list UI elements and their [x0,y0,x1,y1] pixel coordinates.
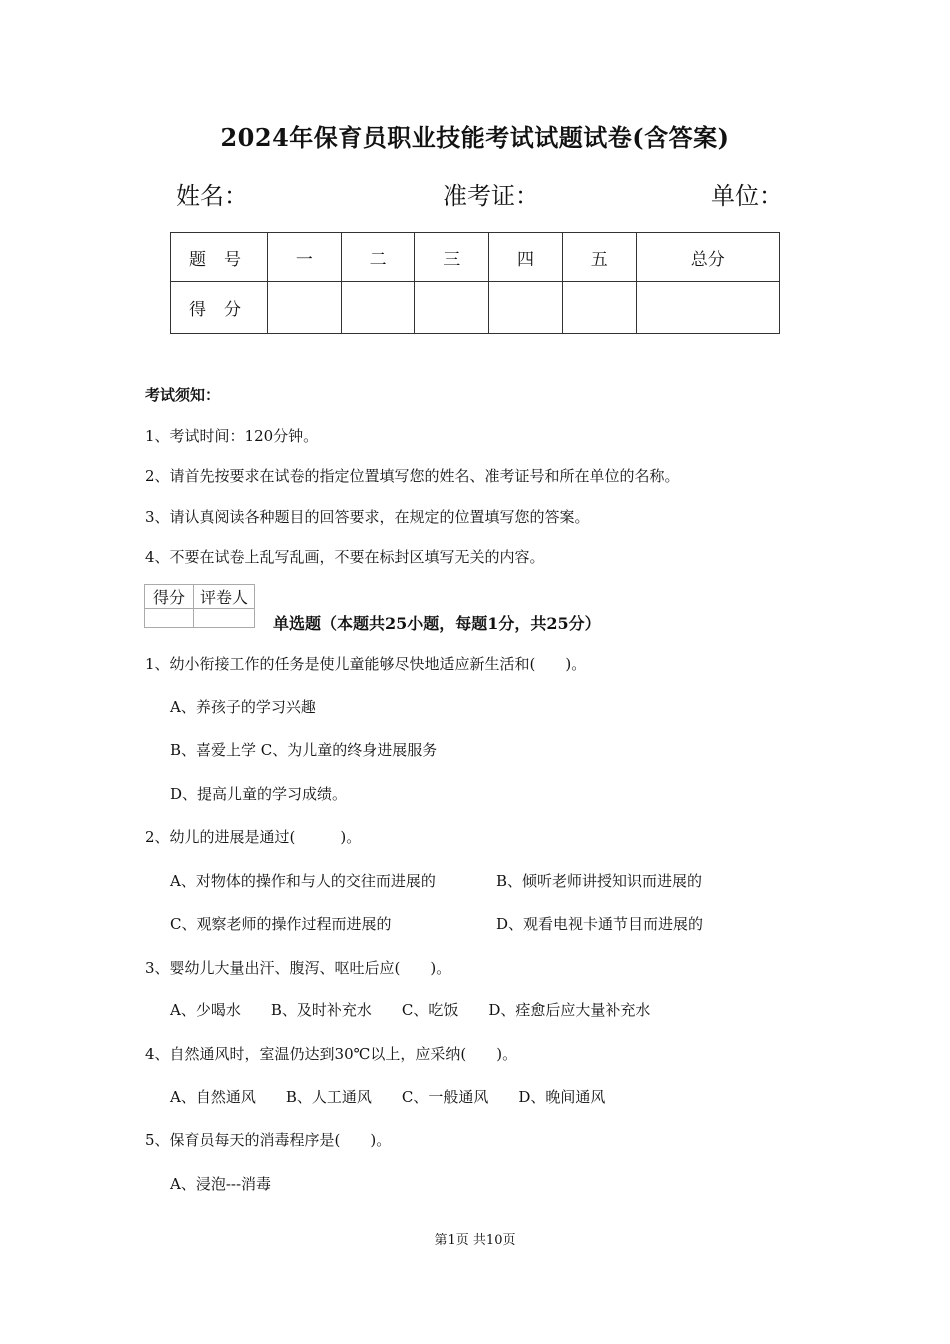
score-entry-cell[interactable] [341,282,415,334]
question-option: A、浸泡---消毒 [170,1175,272,1193]
page-number: 第1页 共10页 [434,1233,516,1248]
question-option: C、观察老师的操作过程而进展的 [170,915,392,933]
question-stem: 5、保育员每天的消毒程序是( )。 [145,1131,392,1149]
notice-item: 1、考试时间：120分钟。 [145,427,319,445]
question-option: A、养孩子的学习兴趣 [170,698,316,716]
section-heading: 单选题（本题共25小题，每题1分，共25分） [273,614,601,633]
question-option: B、倾听老师讲授知识而进展的 [496,872,703,890]
grader-score-cell[interactable] [145,609,194,628]
notice-heading: 考试须知： [145,386,221,404]
grader-name-cell[interactable] [194,609,255,628]
notice-item: 4、不要在试卷上乱写乱画，不要在标封区填写无关的内容。 [145,548,545,566]
notice-item: 2、请首先按要求在试卷的指定位置填写您的姓名、准考证号和所在单位的名称。 [145,467,680,485]
score-entry-cell[interactable] [415,282,489,334]
notice-item: 3、请认真阅读各种题目的回答要求，在规定的位置填写您的答案。 [145,508,590,526]
score-table [170,232,780,334]
score-table-cell: 三 [415,233,489,282]
score-table-header-row [171,233,780,282]
score-entry-cell[interactable] [268,282,342,334]
question-stem: 1、幼小衔接工作的任务是使儿童能够尽快地适应新生活和( )。 [145,655,587,673]
score-entry-cell[interactable] [562,282,636,334]
question-option: D、观看电视卡通节目而进展的 [496,915,704,933]
score-table-cell: 二 [341,233,415,282]
score-table-cell: 题号 [171,233,268,282]
question-stem: 4、自然通风时，室温仍达到30℃以上，应采纳( )。 [145,1045,518,1063]
question-option: B、喜爱上学 C、为儿童的终身进展服务 [170,741,438,759]
score-table-cell: 四 [489,233,563,282]
exam-number-label: 准考证： [443,182,539,210]
score-entry-cell[interactable] [489,282,563,334]
grader-name-label: 评卷人 [194,585,255,609]
score-table-cell: 五 [562,233,636,282]
unit-label: 单位： [711,182,783,210]
question-option: D、提高儿童的学习成绩。 [170,785,348,803]
grader-box [144,584,255,628]
score-table-cell: 得分 [171,282,268,334]
question-option: A、对物体的操作和与人的交往而进展的 [170,872,436,890]
question-options: A、自然通风 B、人工通风 C、一般通风 D、晚间通风 [170,1088,606,1106]
question-stem: 3、婴幼儿大量出汗、腹泻、呕吐后应( )。 [145,959,452,977]
score-entry-cell[interactable] [636,282,779,334]
page-title: 2024年保育员职业技能考试试题试卷(含答案) [220,123,730,152]
question-stem: 2、幼儿的进展是通过( )。 [145,828,362,846]
name-label: 姓名： [176,182,248,210]
score-table-cell: 一 [268,233,342,282]
grader-score-label: 得分 [145,585,194,609]
score-table-score-row [171,282,780,334]
score-table-cell: 总分 [636,233,779,282]
question-options: A、少喝水 B、及时补充水 C、吃饭 D、痊愈后应大量补充水 [170,1001,651,1019]
